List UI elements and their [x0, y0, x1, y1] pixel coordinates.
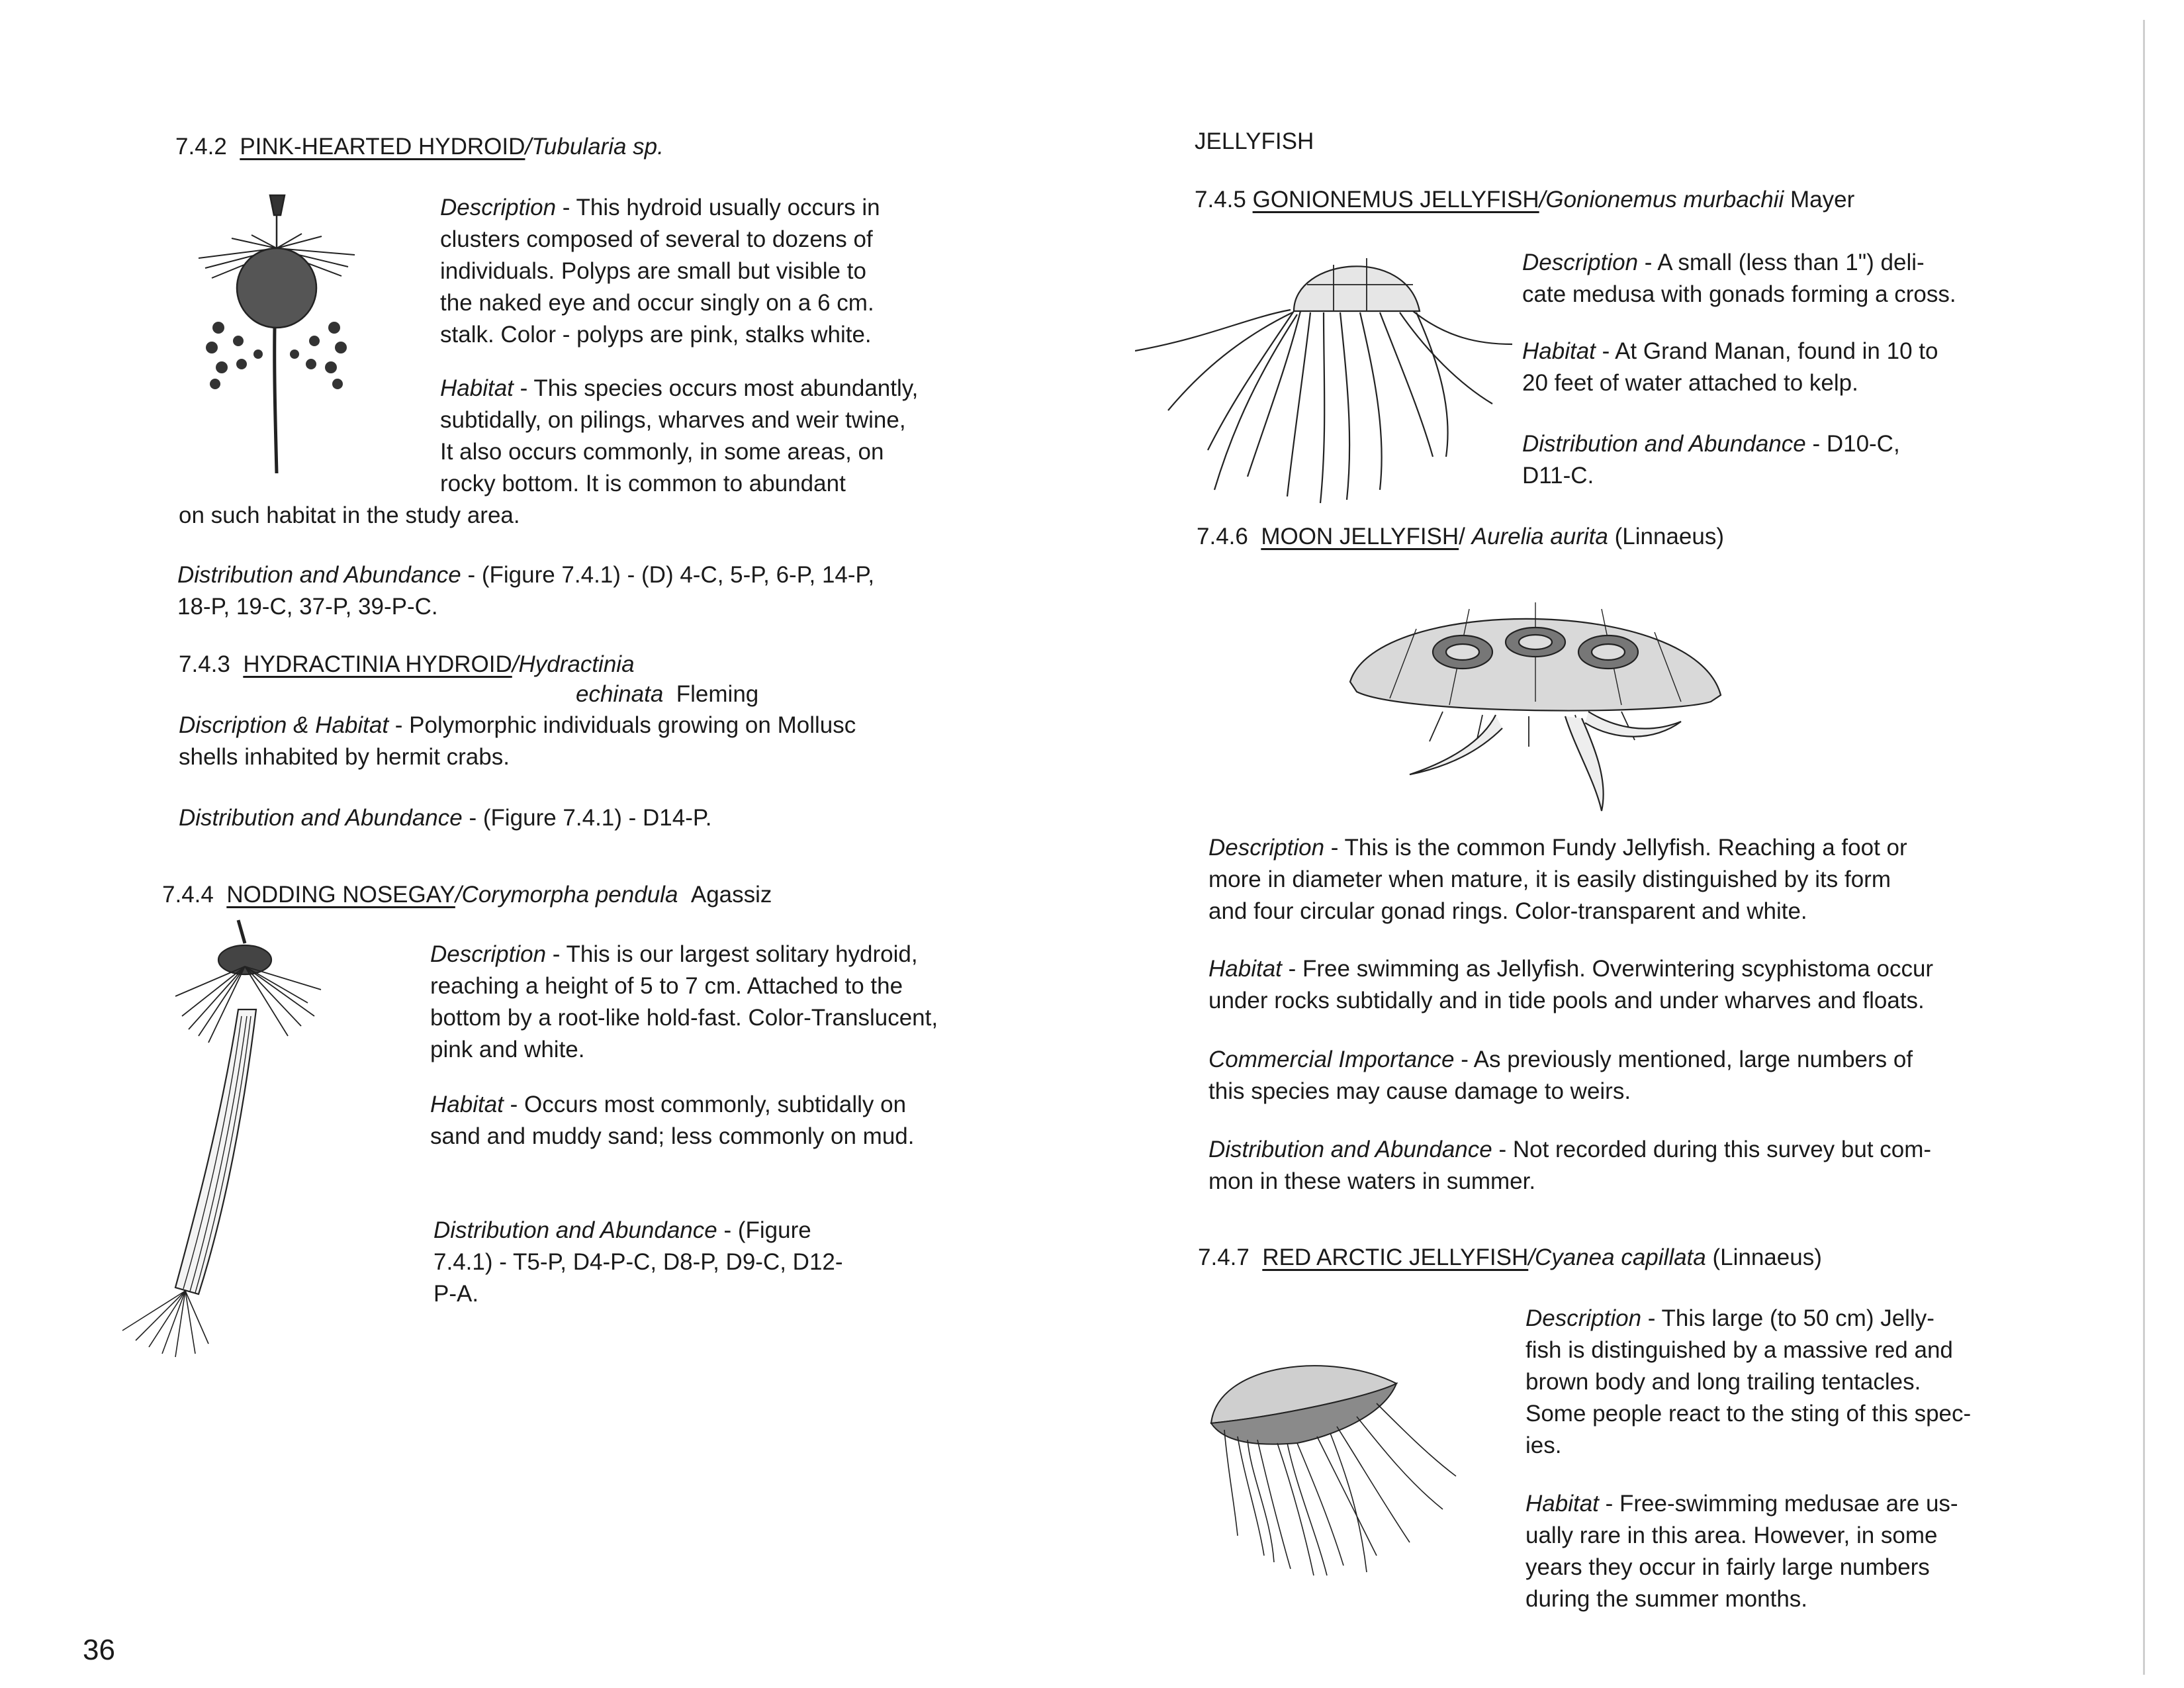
common-name: MOON JELLYFISH [1261, 524, 1459, 549]
text-line: - Occurs most commonly, subtidally on [503, 1092, 907, 1117]
text-line: - As previously mentioned, large numbers of [1454, 1047, 1913, 1072]
text-line: P-A. [433, 1281, 479, 1307]
section-number: 7.4.6 [1197, 524, 1248, 549]
paragraph-description-7-4-2 [440, 192, 956, 351]
label-distribution: Distribution and Abundance [1522, 431, 1806, 457]
label-habitat: Habitat [1208, 956, 1282, 982]
text-line: stalk. Color - polyps are pink, stalks white. [440, 322, 872, 348]
text-line: - This species occurs most abundantly, [513, 375, 919, 401]
paragraph-habitat-7-4-7 [1525, 1488, 2081, 1615]
section-number: 7.4.5 [1195, 187, 1246, 212]
label-description: Description [1208, 835, 1325, 861]
text-line: rocky bottom. It is common to abundant [440, 471, 846, 496]
paragraph-distribution-7-4-6 [1208, 1134, 2082, 1197]
paragraph-distribution-7-4-5 [1522, 428, 2065, 492]
common-name: RED ARCTIC JELLYFISH [1262, 1244, 1529, 1270]
scientific-name-species: echinata [576, 681, 664, 707]
scientific-name: Aurelia aurita [1471, 524, 1608, 549]
text-line: - Polymorphic individuals growing on Mollusc [388, 712, 856, 738]
heading-7-4-5 [1195, 184, 1854, 216]
text-line: shells inhabited by hermit crabs. [179, 744, 510, 770]
common-name: GONIONEMUS JELLYFISH [1252, 187, 1539, 212]
text-line: cate medusa with gonads forming a cross. [1522, 281, 1956, 307]
heading-7-4-7 [1198, 1242, 1822, 1274]
paragraph-description-7-4-4 [430, 939, 1026, 1066]
text-line: - Not recorded during this survey but com- [1492, 1137, 1932, 1162]
text-line: under rocks subtidally and in tide pools and under wharves and floats. [1208, 988, 1925, 1013]
author: Agassiz [690, 882, 772, 908]
paragraph-description-7-4-7 [1525, 1303, 2081, 1462]
label-distribution: Distribution and Abundance [177, 562, 461, 588]
label-habitat: Habitat [1522, 338, 1596, 364]
text-line: during the summer months. [1525, 1586, 1808, 1612]
text-line: 20 feet of water attached to kelp. [1522, 370, 1858, 396]
pink-hearted-hydroid-illustration [192, 189, 364, 480]
section-number: 7.4.3 [179, 651, 230, 677]
text-line: the naked eye and occur singly on a 6 cm. [440, 290, 874, 316]
label-habitat: Habitat [430, 1092, 504, 1117]
scientific-name: /Corymorpha pendula [455, 882, 678, 908]
label-description: Description [440, 195, 557, 220]
common-name: PINK-HEARTED HYDROID [240, 134, 525, 160]
text-line: - (Figure [717, 1217, 811, 1243]
scientific-name: /Hydractinia [512, 651, 635, 677]
gonionemus-jellyfish-illustration [1135, 238, 1519, 516]
label-habitat: Habitat [1525, 1491, 1599, 1517]
paragraph-distribution-7-4-3 [179, 802, 711, 834]
scientific-name: /Tubularia sp. [525, 134, 664, 160]
text-line: - This large (to 50 cm) Jelly- [1641, 1305, 1934, 1331]
scientific-name: /Cyanea capillata [1528, 1244, 1706, 1270]
heading-7-4-6 [1197, 521, 1724, 553]
text-line: ually rare in this area. However, in some [1525, 1523, 1938, 1548]
common-name: HYDRACTINIA HYDROID [243, 651, 512, 677]
red-arctic-jellyfish-illustration [1198, 1344, 1476, 1589]
text-line: - D10-C, [1805, 431, 1900, 457]
text-line: 18-P, 19-C, 37-P, 39-P-C. [177, 594, 438, 620]
text-line: - (Figure 7.4.1) - (D) 4-C, 5-P, 6-P, 14-P, [461, 562, 875, 588]
paragraph-description-7-4-3 [179, 710, 1039, 773]
page-gutter-line [2143, 20, 2145, 1675]
nodding-nosegay-illustration [109, 917, 334, 1367]
label-distribution: Distribution and Abundance [433, 1217, 717, 1243]
label-description-habitat: Discription & Habitat [179, 712, 389, 738]
author: (Linnaeus) [1614, 524, 1724, 549]
text-line: D11-C. [1522, 463, 1594, 489]
text-line: - This hydroid usually occurs in [556, 195, 880, 220]
page-number: 36 [83, 1634, 115, 1666]
text-line: - This is the common Fundy Jellyfish. Reaching a foot or [1324, 835, 1907, 861]
text-line: fish is distinguished by a massive red and [1525, 1337, 1953, 1363]
slash: / [1459, 524, 1465, 549]
text-line: - A small (less than 1") deli- [1638, 250, 1925, 275]
common-name: NODDING NOSEGAY [226, 882, 455, 908]
text-line: It also occurs commonly, in some areas, on [440, 439, 884, 465]
text-line: - This is our largest solitary hydroid, [546, 941, 918, 967]
section-number: 7.4.7 [1198, 1244, 1250, 1270]
label-description: Description [1525, 1305, 1642, 1331]
author: Fleming [676, 681, 759, 707]
heading-7-4-3 [179, 649, 635, 680]
text-line: brown body and long trailing tentacles. [1525, 1369, 1921, 1395]
paragraph-habitat-7-4-6 [1208, 953, 2082, 1017]
paragraph-habitat-7-4-4 [430, 1089, 1026, 1152]
heading-7-4-2 [175, 131, 664, 163]
label-distribution: Distribution and Abundance [1208, 1137, 1492, 1162]
text-line: mon in these waters in summer. [1208, 1168, 1536, 1194]
author: (Linnaeus) [1712, 1244, 1822, 1270]
heading-7-4-3-continued [576, 679, 758, 710]
label-distribution: Distribution and Abundance [179, 805, 463, 831]
text-line: years they occur in fairly large numbers [1525, 1554, 1930, 1580]
paragraph-habitat-7-4-5 [1522, 336, 2065, 399]
paragraph-description-7-4-5 [1522, 247, 2065, 310]
text-line: on such habitat in the study area. [179, 502, 520, 528]
text-line: - Free-swimming medusae are us- [1598, 1491, 1958, 1517]
moon-jellyfish-illustration [1337, 569, 1734, 814]
text-line: sand and muddy sand; less commonly on mud. [430, 1123, 915, 1149]
text-line: Some people react to the sting of this spec- [1525, 1401, 1972, 1427]
scientific-name: /Gonionemus murbachii [1539, 187, 1784, 212]
paragraph-distribution-7-4-2 [177, 559, 1038, 623]
text-line: clusters composed of several to dozens of [440, 226, 873, 252]
text-line: - Free swimming as Jellyfish. Overwintering scyphistoma occur [1281, 956, 1934, 982]
text-line: individuals. Polyps are small but visible to [440, 258, 866, 284]
heading-7-4-4 [162, 879, 772, 911]
text-line: reaching a height of 5 to 7 cm. Attached to the [430, 973, 903, 999]
label-description: Description [430, 941, 547, 967]
paragraph-distribution-7-4-4 [433, 1215, 963, 1310]
paragraph-habitat-7-4-2 [440, 373, 1003, 500]
section-number: 7.4.4 [162, 882, 214, 908]
text-line: more in diameter when mature, it is easily distinguished by its form [1208, 867, 1891, 892]
paragraph-description-7-4-6 [1208, 832, 2069, 927]
text-line: pink and white. [430, 1037, 585, 1062]
text-line: ies. [1525, 1432, 1562, 1458]
text-line: and four circular gonad rings. Color-transparent and white. [1208, 898, 1807, 924]
label-description: Description [1522, 250, 1639, 275]
paragraph-commercial-importance-7-4-6 [1208, 1044, 2069, 1107]
label-habitat: Habitat [440, 375, 514, 401]
text-line: - At Grand Manan, found in 10 to [1595, 338, 1938, 364]
text-line: 7.4.1) - T5-P, D4-P-C, D8-P, D9-C, D12- [433, 1249, 843, 1275]
text-line: - (Figure 7.4.1) - D14-P. [462, 805, 712, 831]
text-line: bottom by a root-like hold-fast. Color-Translucent, [430, 1005, 938, 1031]
section-number: 7.4.2 [175, 134, 227, 160]
text-line: subtidally, on pilings, wharves and weir twine, [440, 407, 906, 433]
category-heading: JELLYFISH [1195, 128, 1314, 154]
author: Mayer [1790, 187, 1855, 212]
text-line: this species may cause damage to weirs. [1208, 1078, 1631, 1104]
label-commercial-importance: Commercial Importance [1208, 1047, 1455, 1072]
